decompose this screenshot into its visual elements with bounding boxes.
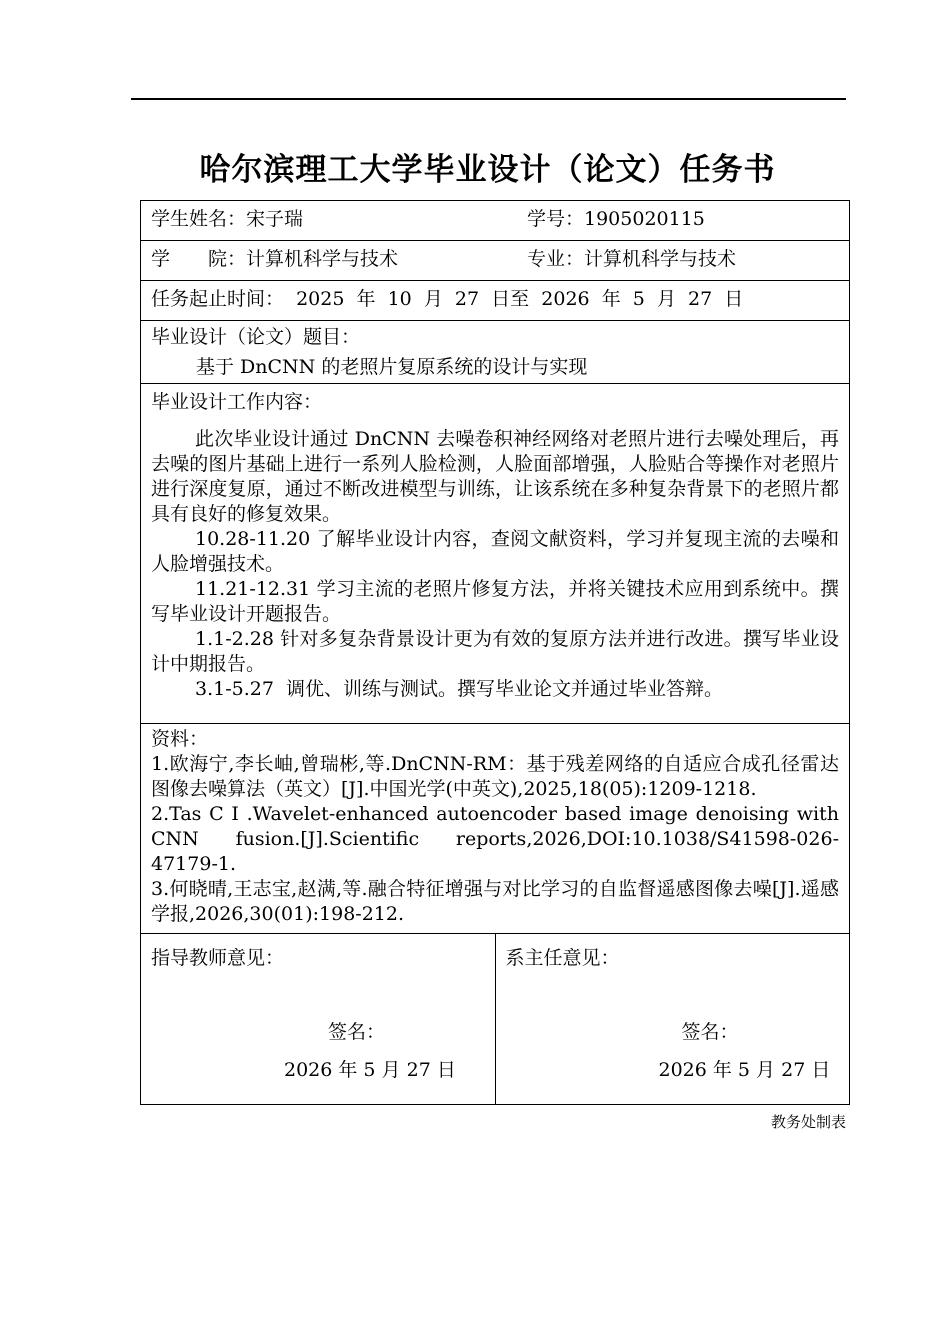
references-row [141,724,849,934]
major: 专业：计算机科学与技术 [527,248,737,270]
work-paragraph: 10.28-11.20 了解毕业设计内容，查阅文献资料，学习并复现主流的去噪和人脸增强技术。 [151,528,839,575]
work-paragraph: 1.1-2.28 针对多复杂背景设计更为有效的复原方法并进行改进。撰写毕业设计中期报告。 [151,628,839,675]
advisor-date: 2026 年 5 月 27 日 [284,1059,456,1081]
document-title: 哈尔滨理工大学毕业设计（论文）任务书 [199,152,776,188]
work-paragraph: 此次毕业设计通过 DnCNN 去噪卷积神经网络对老照片进行去噪处理后，再去噪的图片基础上进行一系列人脸检测，人脸面部增强，人脸贴合等操作对老照片进行深度复原，通过不断改进模型与训练，让该系统在多种复杂背景下的老照片都具有良好的修复效果。 [151,428,839,525]
head-opinion-label: 系主任意见： [505,947,620,969]
reference-item: 1.欧海宁,李长岫,曾瑞彬,等.DnCNN-RM：基于残差网络的自适应合成孔径雷达图像去噪算法（英文）[J].中国光学(中英文),2025,18(05):1209-1218. [151,753,839,800]
task-period: 任务起止时间： 2025 年 10 月 27 日至 2026 年 5 月 27 日 [151,288,744,310]
head-signature-label: 签名： [681,1021,739,1043]
work-label: 毕业设计工作内容： [151,391,323,413]
student-name: 学生姓名：宋子瑞 [151,208,304,230]
top-rule [131,98,846,100]
reference-item: 3.何晓晴,王志宝,赵满,等.融合特征增强与对比学习的自监督遥感图像去噪[J].遥感学报,2026,30(01):198-212. [151,878,839,925]
work-content-row [141,384,849,724]
student-row [141,201,849,241]
head-date: 2026 年 5 月 27 日 [658,1059,831,1081]
work-paragraph: 3.1-5.27 调优、训练与测试。撰写毕业论文并通过毕业答辩。 [195,678,724,700]
references-label: 资料： [151,728,209,750]
advisor-opinion-label: 指导教师意见： [151,947,285,969]
work-paragraph: 11.21-12.31 学习主流的老照片修复方法，并将关键技术应用到系统中。撰写毕业设计开题报告。 [151,578,839,625]
period-row [141,281,849,321]
college-row [141,241,849,281]
opinions-row [141,934,849,1104]
topic-row [141,321,849,384]
student-id: 学号：1905020115 [527,208,705,230]
topic-value: 基于 DnCNN 的老照片复原系统的设计与实现 [196,356,588,378]
head-opinion [495,934,850,1104]
task-form [140,200,850,1105]
footer-note: 教务处制表 [770,1113,846,1131]
reference-item: 2.Tas C I .Wavelet-enhanced autoencoder based image denoising with CNN fusion.[J].Scientific reports,2026,DOI:10.1038/S41598-026-47179-1. [151,803,839,875]
advisor-opinion [141,934,495,1104]
advisor-signature-label: 签名： [328,1021,386,1043]
college: 学 院：计算机科学与技术 [151,248,399,270]
topic-label: 毕业设计（论文）题目： [151,326,361,348]
